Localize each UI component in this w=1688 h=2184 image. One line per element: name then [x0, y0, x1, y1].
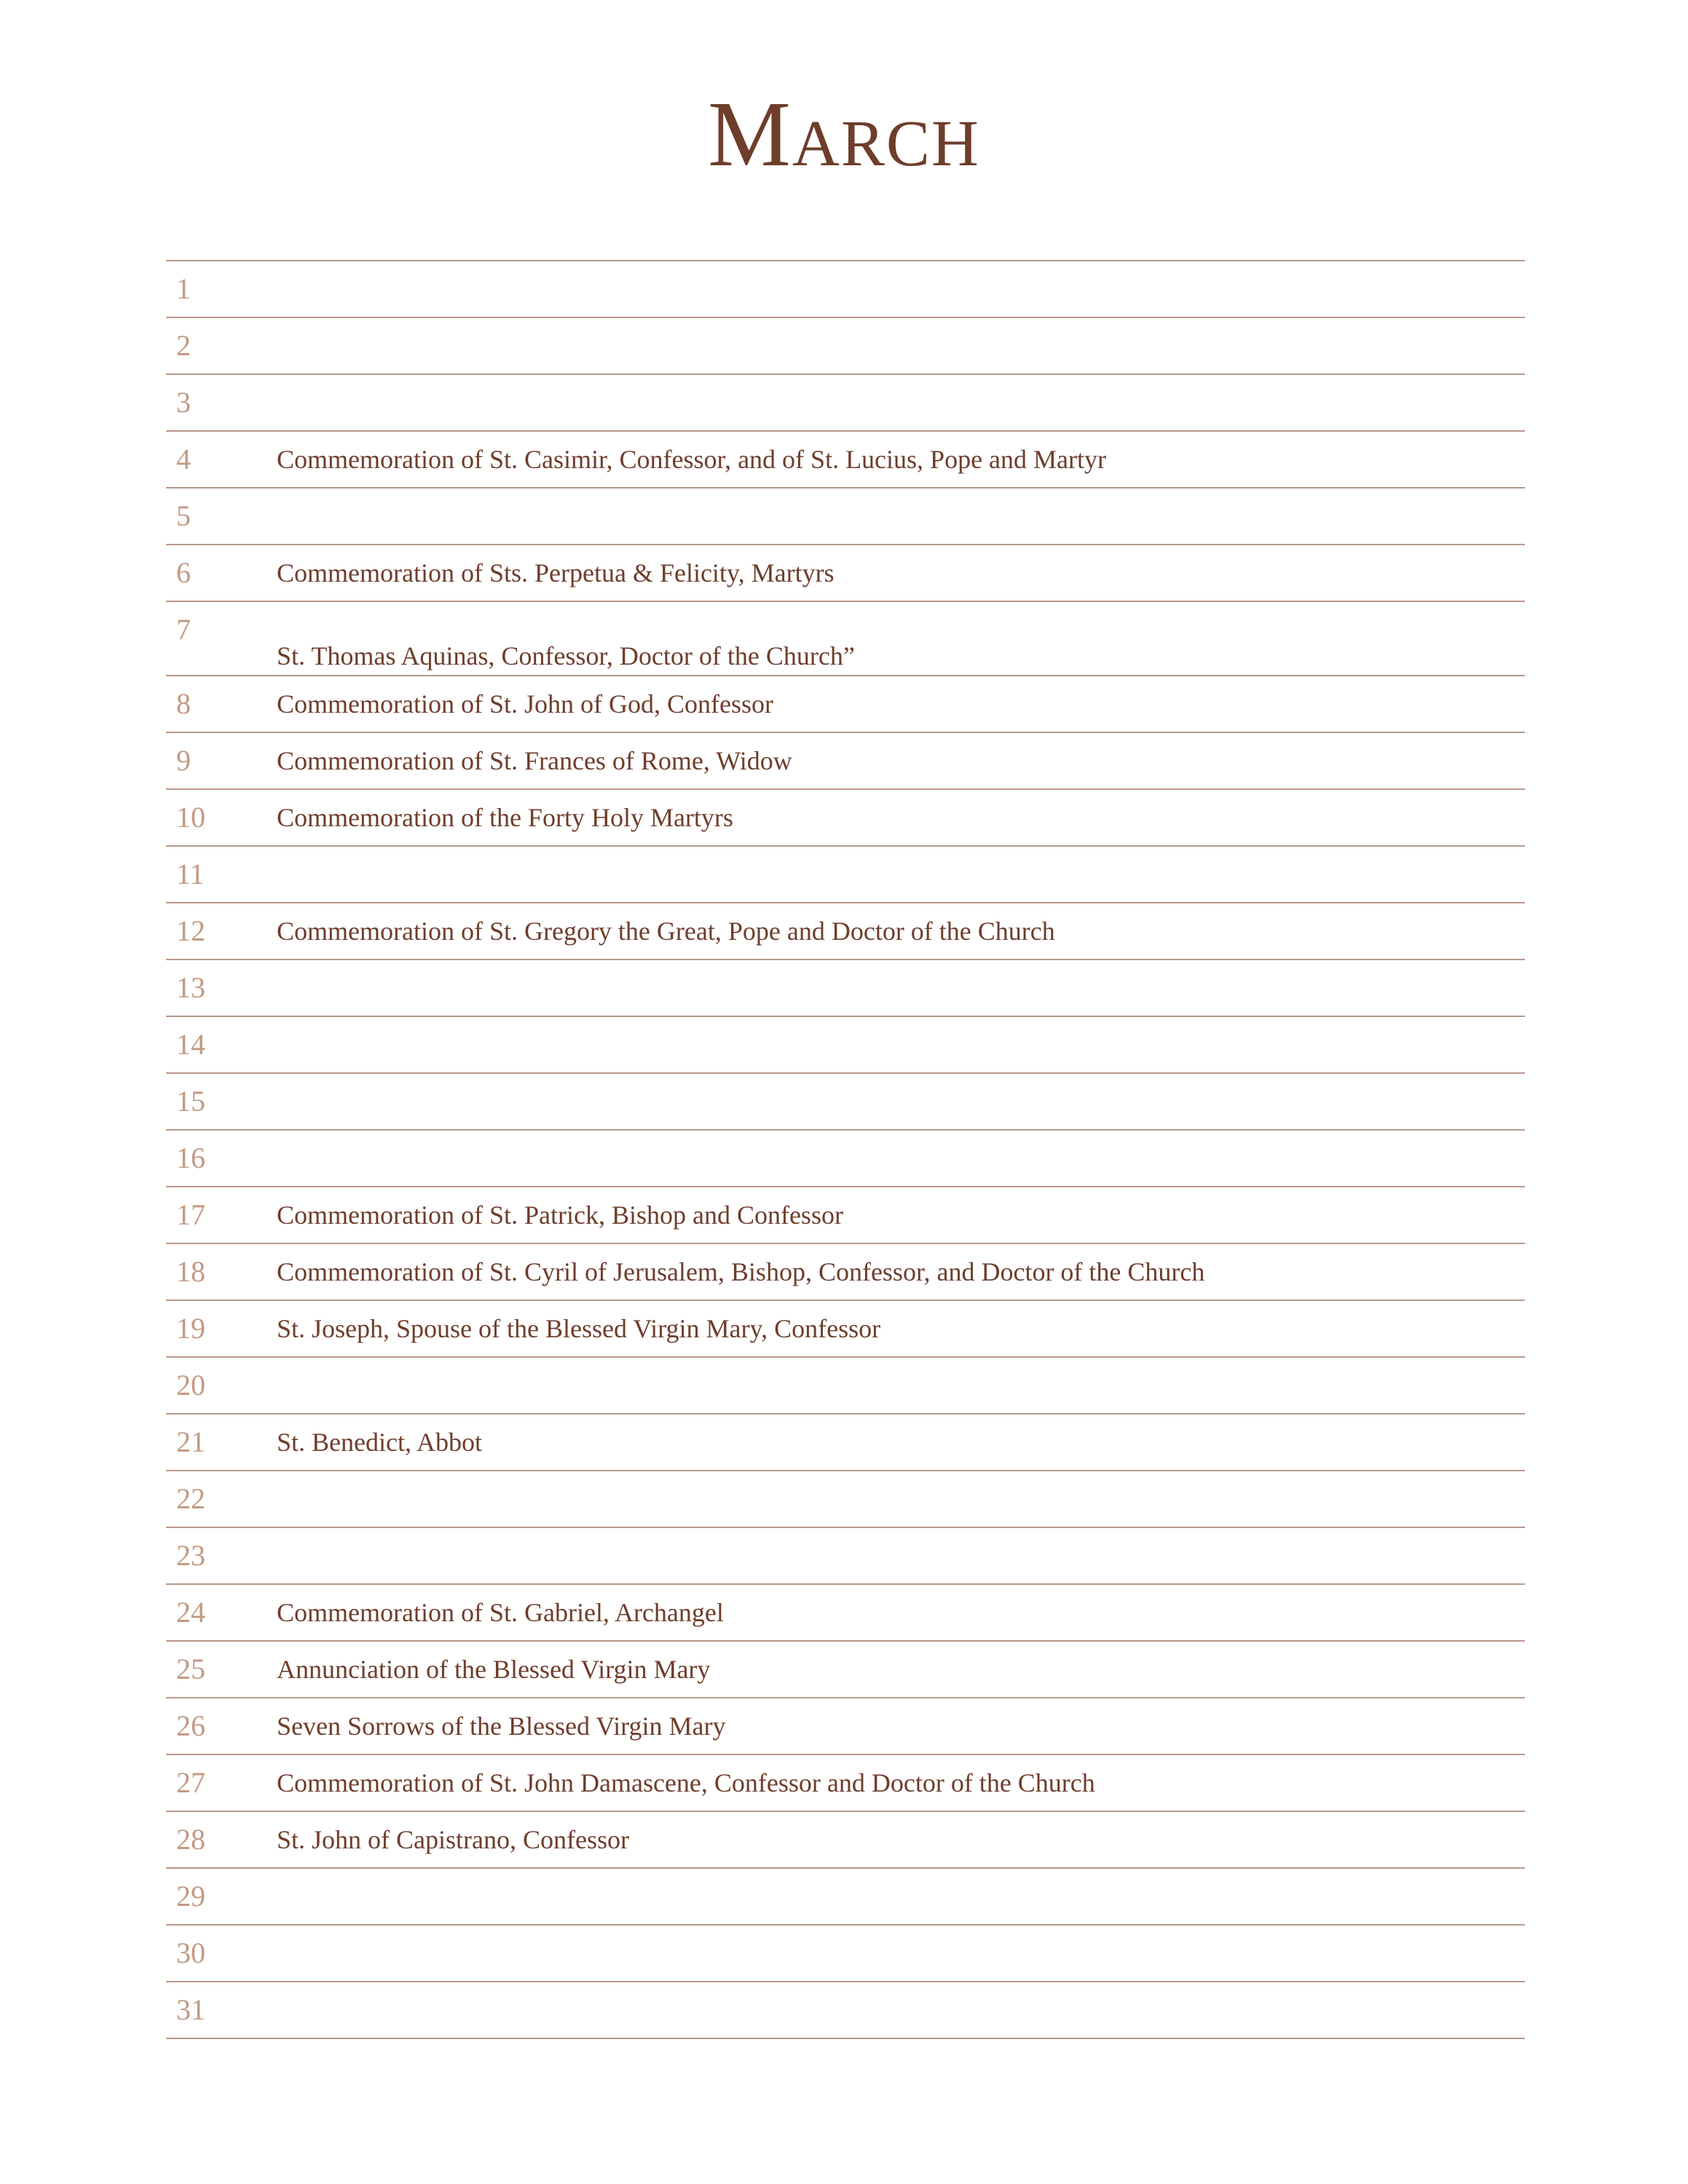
calendar-row [166, 375, 1525, 432]
day-event: Commemoration of St. Casimir, Confessor, and of St. Lucius, Pope and Martyr [277, 445, 1106, 474]
day-event: Commemoration of St. John of God, Confessor [277, 689, 773, 719]
day-event: Commemoration of St. John Damascene, Confessor and Doctor of the Church [277, 1768, 1095, 1797]
calendar-row [166, 602, 1525, 676]
calendar-row [166, 1301, 1525, 1358]
calendar-row [166, 1698, 1525, 1755]
day-number: 2 [176, 329, 191, 362]
calendar-row [166, 545, 1525, 602]
day-event: St. Thomas Aquinas, Confessor, Doctor of the Church” [277, 641, 855, 670]
day-number: 26 [176, 1709, 205, 1742]
calendar-row [166, 432, 1525, 488]
day-event: St. John of Capistrano, Confessor [277, 1825, 629, 1854]
calendar-row [166, 1471, 1525, 1528]
day-number: 17 [176, 1198, 205, 1231]
day-number: 3 [176, 386, 191, 419]
day-event: Seven Sorrows of the Blessed Virgin Mary [277, 1712, 726, 1741]
day-number: 19 [176, 1312, 205, 1345]
calendar-row [166, 1074, 1525, 1131]
calendar-row [166, 1415, 1525, 1471]
day-number: 31 [176, 1993, 205, 2026]
day-number: 27 [176, 1766, 205, 1799]
day-number: 10 [176, 801, 205, 834]
day-number: 13 [176, 971, 205, 1004]
day-number: 29 [176, 1880, 205, 1912]
calendar-row [166, 1982, 1525, 2039]
day-number: 16 [176, 1142, 205, 1174]
day-number: 22 [176, 1482, 205, 1515]
day-event: St. Joseph, Spouse of the Blessed Virgin Mary, Confessor [277, 1314, 881, 1343]
calendar-row [166, 1642, 1525, 1698]
day-event: Commemoration of St. Frances of Rome, Widow [277, 746, 792, 775]
day-number: 11 [176, 858, 205, 890]
day-number: 15 [176, 1085, 205, 1117]
calendar-row [166, 1017, 1525, 1074]
day-event: Commemoration of St. Cyril of Jerusalem, Bishop, Confessor, and Doctor of the Church [277, 1257, 1205, 1286]
day-number: 5 [176, 499, 191, 532]
day-event: St. Benedict, Abbot [277, 1428, 482, 1457]
day-number: 14 [176, 1028, 205, 1061]
calendar-row [166, 318, 1525, 375]
calendar-row [166, 676, 1525, 733]
day-event: Commemoration of St. Patrick, Bishop and Confessor [277, 1200, 843, 1230]
calendar-row [166, 1869, 1525, 1926]
day-number: 8 [176, 687, 191, 720]
calendar-list [166, 260, 1525, 2039]
day-number: 7 [176, 613, 191, 646]
day-number: 24 [176, 1596, 205, 1629]
calendar-row [166, 1358, 1525, 1415]
calendar-row [166, 733, 1525, 790]
calendar-row [166, 488, 1525, 545]
day-event: Commemoration of Sts. Perpetua & Felicity, Martyrs [277, 558, 835, 587]
day-number: 18 [176, 1255, 205, 1288]
day-number: 12 [176, 914, 205, 947]
calendar-row [166, 1755, 1525, 1812]
day-number: 30 [176, 1936, 205, 1969]
day-number: 25 [176, 1653, 205, 1685]
calendar-row [166, 960, 1525, 1017]
calendar-row [166, 1926, 1525, 1982]
day-event: Commemoration of the Forty Holy Martyrs [277, 803, 733, 832]
calendar-row [166, 1528, 1525, 1585]
page-title: March [708, 82, 980, 186]
day-number: 9 [176, 744, 191, 777]
calendar-row [166, 903, 1525, 960]
calendar-row [166, 790, 1525, 847]
calendar-row [166, 1812, 1525, 1869]
calendar-row [166, 1585, 1525, 1642]
day-number: 4 [176, 443, 191, 475]
day-number: 1 [176, 272, 191, 305]
day-number: 20 [176, 1369, 205, 1401]
calendar-row [166, 1244, 1525, 1301]
day-event: Commemoration of St. Gregory the Great, Pope and Doctor of the Church [277, 917, 1055, 946]
day-number: 6 [176, 556, 191, 589]
calendar-row [166, 261, 1525, 318]
calendar-row [166, 1187, 1525, 1244]
calendar-row [166, 847, 1525, 903]
day-number: 23 [176, 1539, 205, 1572]
day-event: Annunciation of the Blessed Virgin Mary [277, 1655, 711, 1684]
calendar-row [166, 1131, 1525, 1187]
day-event: Commemoration of St. Gabriel, Archangel [277, 1598, 724, 1627]
day-number: 28 [176, 1823, 205, 1856]
day-number: 21 [176, 1425, 205, 1458]
